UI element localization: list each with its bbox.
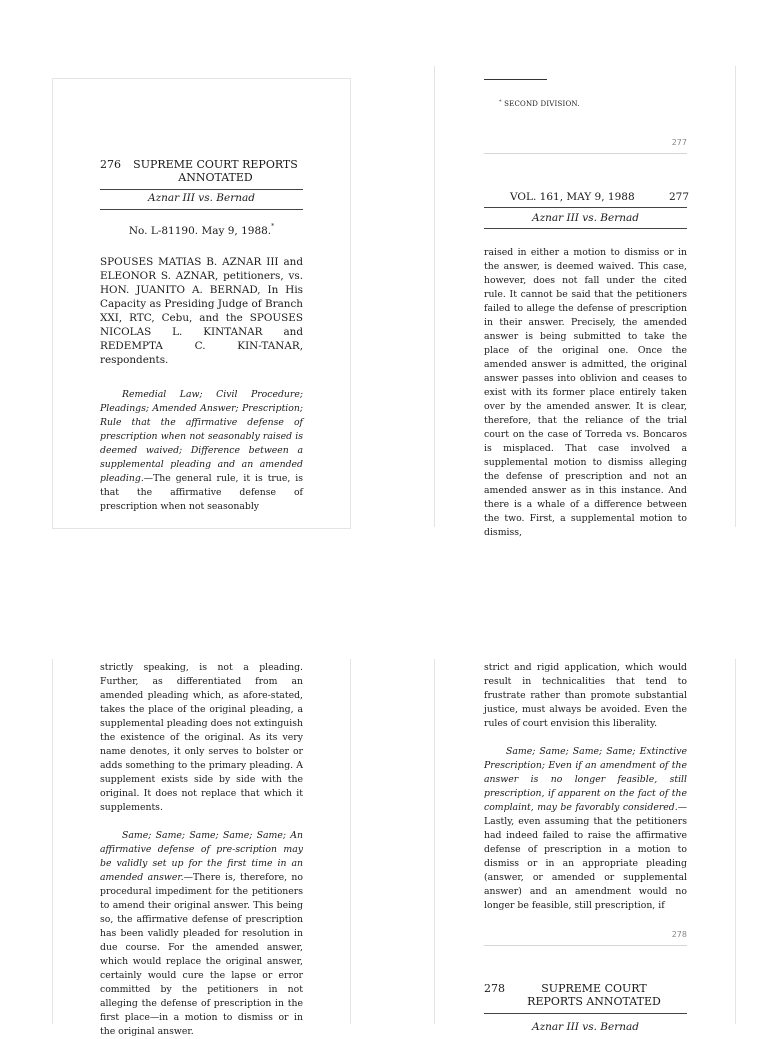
document-page-276 (52, 78, 351, 529)
running-title: VOL. 161, MAY 9, 1988 (510, 191, 635, 203)
header-rule (484, 1013, 687, 1014)
header-rule (100, 209, 303, 210)
paragraph: strict and rigid application, which would result in technicalities that tend to frustrate rather than promote substantial justice, must always be avoided. Even the rules of court envision this liberality. (484, 662, 687, 729)
syllabus-paragraph (100, 388, 303, 514)
case-title: Aznar III vs. Bernad (532, 1021, 639, 1033)
page-marker: 277 (671, 138, 687, 147)
syllabus-headnote: Same; Same; Same; Same; Extinctive Prescription; Even if an amendment of the answer is no longer feasible, still prescription, if apparent on the fact of the complaint, may be favorably considered. (484, 746, 687, 813)
running-title: SUPREME COURT REPORTS ANNOTATED (133, 158, 298, 184)
body-text (484, 661, 687, 913)
footnote-text: SECOND DIVISION. (504, 100, 580, 108)
body-text: raised in either a motion to dismiss or in the answer, is deemed waived. This case, however, does not fall under the cited rule. It cannot be said that the petitioners failed to allege the defense of prescription in their answer. Precisely, the amended answer is being submitted to take the place of the original one. Once the amended answer is admitted, the original answer passes into oblivion and ceases to exist with its former place entirely taken over by the amended answer. It is clear, therefore, that the reliance of the trial court on the case of Torreda vs. Boncaros is misplaced. That case involved a supplemental motion to dismiss alleging the defense of prescription and not an amended answer as in this instance. And there is a whale of a difference between the two. First, a supplemental motion to dismiss, (484, 247, 687, 538)
footnote (499, 99, 580, 108)
parties: SPOUSES MATIAS B. AZNAR III and ELEONOR S. AZNAR, petitioners, vs. HON. JUANITO A. BERNAD, In His Capacity as Presiding Judge of Branch XXI, RTC, Cebu, and the SPOUSES NICOLAS L. KINTANAR and REDEMPTA C. KIN-TANAR, respondents. (100, 256, 303, 366)
running-title: SUPREME COURT REPORTS ANNOTATED (527, 982, 661, 1008)
page-separator (484, 945, 687, 946)
case-title: Aznar III vs. Bernad (532, 212, 639, 224)
page-number: 278 (484, 982, 505, 995)
page-number: 277 (669, 191, 690, 203)
syllabus-paragraph (100, 829, 303, 1039)
document-page-277 (434, 66, 736, 538)
syllabus-paragraph (484, 745, 687, 913)
syllabus-text: —There is, therefore, no procedural impediment for the petitioners to amend their original answer. This being so, the affirmative defense of prescription has been validly pleaded for resolution in due course. For the amended answer, which would replace the original answer, certainly would cure the lapse or error committed by the petitioners in not alleging the defense of prescription in the first place—in a motion to dismiss or in the original answer. (100, 872, 303, 1037)
syllabus-headnote: Same; Same; Same; Same; Same; An affirmative defense of pre-scription may be validly set up for the first time in an amended answer. (100, 830, 303, 883)
body-text (100, 661, 303, 1039)
footnote-mark: * (499, 99, 502, 105)
header-rule (100, 189, 303, 190)
docket-text: No. L-81190. May 9, 1988. (128, 225, 272, 237)
case-title: Aznar III vs. Bernad (148, 192, 255, 204)
page-separator (484, 153, 687, 154)
document-page-continuation-2 (434, 659, 736, 1033)
footnote-mark: * (271, 223, 275, 230)
page-marker: 278 (671, 930, 687, 939)
header-rule (484, 207, 687, 208)
syllabus-text: —Lastly, even assuming that the petitioners had indeed failed to raise the affirmative defense of prescription in a motion to dismiss or in an appropriate pleading (answer, or amended or supplemental answer) and an amendment would no longer be feasible, still prescription, if (484, 802, 687, 911)
page-number: 276 (100, 158, 121, 171)
footnote-rule (484, 79, 547, 80)
syllabus-text: —The general rule, it is true, is that the affirmative defense of prescription when not seasonably (100, 473, 303, 512)
header-rule (484, 228, 687, 229)
paragraph: strictly speaking, is not a pleading. Further, as differentiated from an amended pleading which, as afore-stated, takes the place of the original pleading, a supplemental pleading does not extinguish the existence of the original. As its very name denotes, it only serves to bolster or adds something to the primary pleading. A supplement exists side by side with the original. It does not replace that which it supplements. (100, 662, 303, 813)
docket-number (100, 223, 303, 237)
syllabus-headnote: Remedial Law; Civil Procedure; Pleadings; Amended Answer; Prescription; Rule that the affirmative defense of prescription when not seasonably raised is deemed waived; Difference between a supplemental pleading and an amended pleading. (100, 389, 303, 484)
document-page-continuation (52, 659, 351, 1037)
